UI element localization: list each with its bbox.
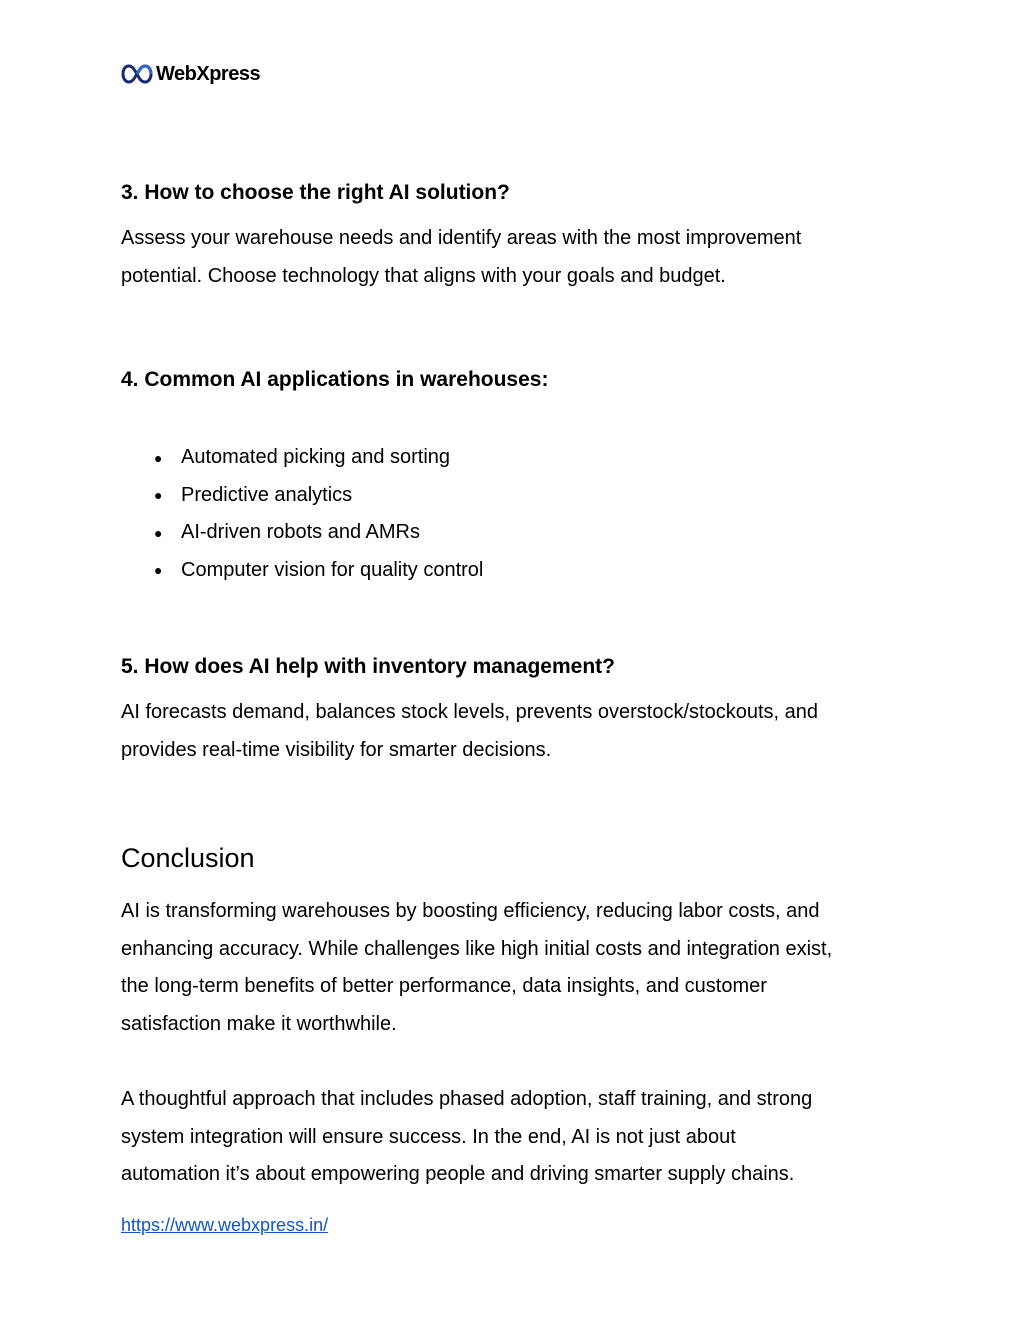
- list-item: [121, 439, 483, 477]
- bullet-icon: ●: [154, 562, 163, 579]
- list-item: [121, 552, 483, 590]
- bullet-icon: ●: [154, 487, 163, 504]
- conclusion-heading: Conclusion: [121, 843, 255, 873]
- list-item-text: Computer vision for quality control: [181, 558, 484, 581]
- section-4-heading: 4. Common AI applications in warehouses:: [121, 368, 549, 391]
- infinity-logo-icon: [121, 63, 153, 85]
- logo-text-xpress: Xpress: [196, 63, 261, 85]
- section-5-line-1: AI forecasts demand, balances stock levels, prevents overstock/stockouts, and: [121, 701, 819, 723]
- conclusion-p1-line: AI is transforming warehouses by boosting efficiency, reducing labor costs, and: [121, 900, 820, 922]
- section-3-heading: 3. How to choose the right AI solution?: [121, 181, 510, 204]
- list-item-text: AI-driven robots and AMRs: [181, 521, 420, 544]
- section-5-line-2: provides real-time visibility for smarter decisions.: [121, 738, 552, 761]
- logo-wordmark: [153, 60, 260, 88]
- conclusion-p2-line: automation it’s about empowering people and driving smarter supply chains.: [121, 1163, 795, 1185]
- section-4-list: [121, 439, 483, 589]
- list-item-text: Automated picking and sorting: [181, 446, 451, 469]
- conclusion-p1-line: enhancing accuracy. While challenges like high initial costs and integration exist,: [121, 937, 833, 960]
- conclusion-paragraph-1: [121, 893, 911, 1043]
- section-3-line-2: potential. Choose technology that aligns with your goals and budget.: [121, 264, 726, 287]
- conclusion-p2-line: system integration will ensure success. In the end, AI is not just about: [121, 1125, 736, 1148]
- conclusion-p1-line: satisfaction make it worthwhile.: [121, 1012, 397, 1035]
- bullet-icon: ●: [154, 524, 163, 541]
- list-item-text: Predictive analytics: [181, 483, 353, 506]
- list-item: [121, 514, 483, 552]
- webxpress-logo: [121, 60, 260, 88]
- conclusion-p1-line: the long-term benefits of better performance, data insights, and customer: [121, 975, 767, 997]
- section-3-line-1: Assess your warehouse needs and identify areas with the most improvement: [121, 227, 802, 249]
- bullet-icon: ●: [154, 449, 163, 466]
- conclusion-paragraph-2: [121, 1081, 911, 1194]
- list-item: [121, 477, 483, 515]
- section-3-body: [121, 220, 911, 295]
- section-5-heading: 5. How does AI help with inventory management?: [121, 655, 615, 678]
- section-5-body: [121, 694, 911, 769]
- conclusion-p2-line: A thoughtful approach that includes phased adoption, staff training, and strong: [121, 1088, 813, 1110]
- logo-text-web: Web: [156, 63, 197, 85]
- website-link[interactable]: https://www.webxpress.in/: [121, 1215, 329, 1235]
